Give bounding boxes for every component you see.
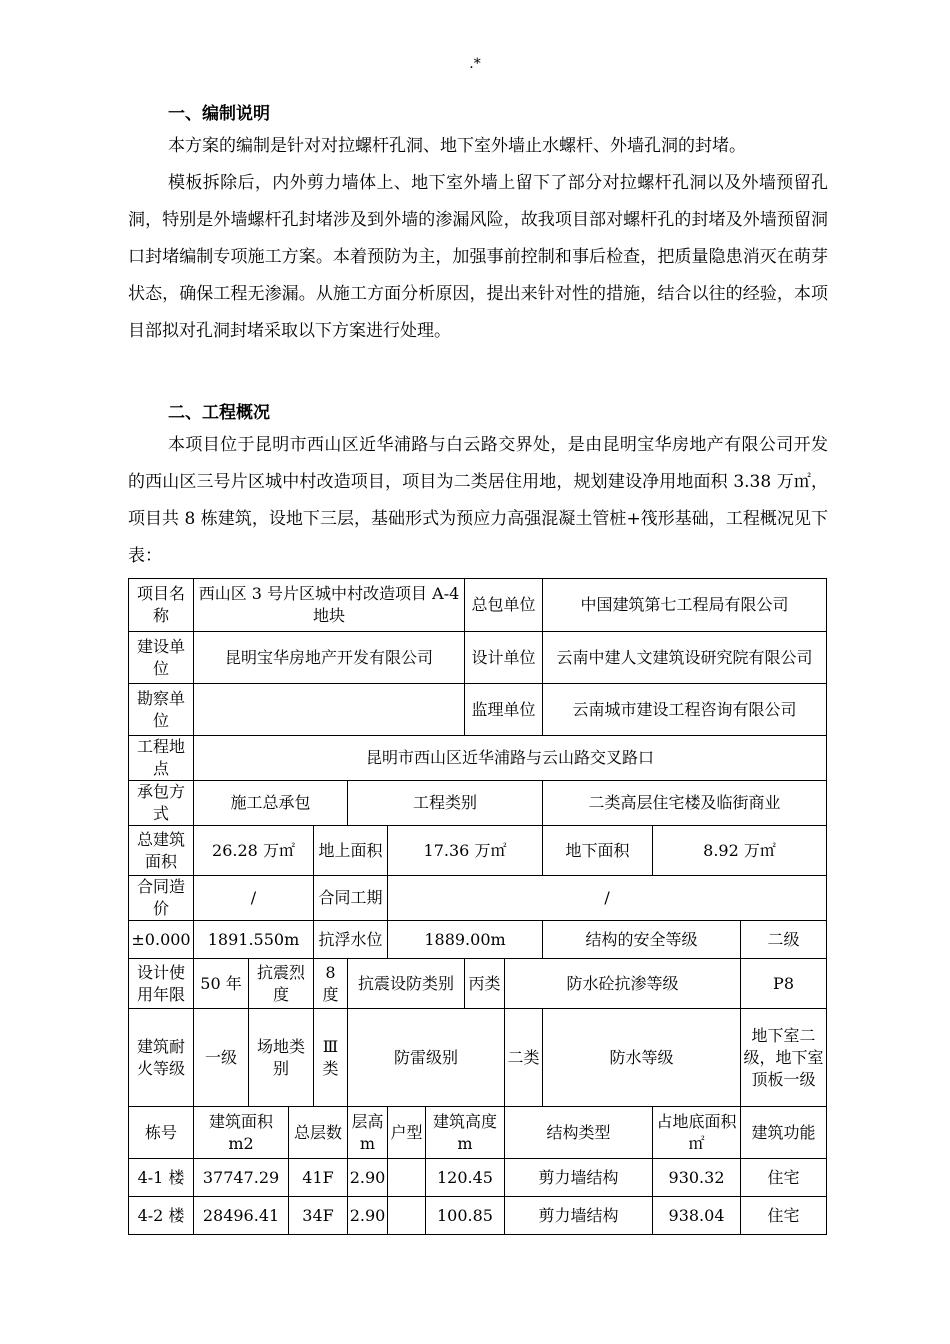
cell-function: 住宅 xyxy=(741,1197,827,1235)
survey-label: 勘察单位 xyxy=(129,684,194,736)
table-row xyxy=(129,579,827,632)
design-life-value: 50 年 xyxy=(194,959,249,1009)
contract-mode-value: 施工总承包 xyxy=(194,781,348,826)
header-floor-height: 层高m xyxy=(348,1107,388,1159)
table-row xyxy=(129,826,827,876)
contract-price-label: 合同造价 xyxy=(129,876,194,921)
cell-building-no: 4-1 楼 xyxy=(129,1159,194,1197)
cell-building-area: 28496.41 xyxy=(194,1197,289,1235)
below-area-label: 地下面积 xyxy=(543,826,653,876)
below-area-value: 8.92 万㎡ xyxy=(653,826,827,876)
fire-rating-label: 建筑耐火等级 xyxy=(129,1009,194,1107)
table-row xyxy=(129,781,827,826)
header-building-height: 建筑高度 m xyxy=(426,1107,505,1159)
elevation-value: 1891.550m xyxy=(194,921,314,959)
cell-building-height: 120.45 xyxy=(426,1159,505,1197)
contract-period-label: 合同工期 xyxy=(314,876,388,921)
safety-grade-value: 二级 xyxy=(741,921,827,959)
project-type-label: 工程类别 xyxy=(348,781,543,826)
table-row xyxy=(129,736,827,781)
anti-float-value: 1889.00m xyxy=(388,921,543,959)
cell-structure-type: 剪力墙结构 xyxy=(505,1159,653,1197)
total-area-value: 26.28 万㎡ xyxy=(194,826,314,876)
safety-grade-label: 结构的安全等级 xyxy=(543,921,741,959)
cell-floor-height: 2.90 xyxy=(348,1159,388,1197)
impermeability-value: P8 xyxy=(741,959,827,1009)
anti-float-label: 抗浮水位 xyxy=(314,921,388,959)
header-structure-type: 结构类型 xyxy=(505,1107,653,1159)
total-area-label: 总建筑面积 xyxy=(129,826,194,876)
elevation-label: ±0.000 xyxy=(129,921,194,959)
page-marker: .* xyxy=(469,56,481,72)
seismic-category-value: 丙类 xyxy=(465,959,505,1009)
seismic-intensity-label: 抗震烈度 xyxy=(249,959,314,1009)
supervisor-value: 云南城市建设工程咨询有限公司 xyxy=(543,684,827,736)
cell-footprint: 938.04 xyxy=(653,1197,741,1235)
project-overview-table xyxy=(128,578,827,1235)
seismic-intensity-value: 8 度 xyxy=(314,959,348,1009)
section-heading-compilation: 一、编制说明 xyxy=(168,104,270,124)
designer-label: 设计单位 xyxy=(465,632,543,684)
paragraph-scope: 本方案的编制是针对对拉螺杆孔洞、地下室外墙止水螺杆、外墙孔洞的封堵。 xyxy=(168,136,746,156)
cell-function: 住宅 xyxy=(741,1159,827,1197)
waterproof-value: 地下室二级，地下室顶板一级 xyxy=(741,1009,827,1107)
site-category-label: 场地类别 xyxy=(249,1009,314,1107)
location-label: 工程地点 xyxy=(129,736,194,781)
contract-mode-label: 承包方式 xyxy=(129,781,194,826)
location-value: 昆明市西山区近华浦路与云山路交叉路口 xyxy=(194,736,827,781)
survey-value xyxy=(194,684,465,736)
header-building-area: 建筑面积 m2 xyxy=(194,1107,289,1159)
header-floors: 总层数 xyxy=(289,1107,348,1159)
site-category-value: Ⅲ类 xyxy=(314,1009,348,1107)
developer-label: 建设单位 xyxy=(129,632,194,684)
cell-floors: 41F xyxy=(289,1159,348,1197)
impermeability-label: 防水砼抗渗等级 xyxy=(505,959,741,1009)
above-area-value: 17.36 万㎡ xyxy=(388,826,543,876)
above-area-label: 地上面积 xyxy=(314,826,388,876)
table-row xyxy=(129,876,827,921)
table-row xyxy=(129,1009,827,1107)
developer-value: 昆明宝华房地产开发有限公司 xyxy=(194,632,465,684)
contract-period-value: / xyxy=(388,876,827,921)
cell-footprint: 930.32 xyxy=(653,1159,741,1197)
table-row xyxy=(129,632,827,684)
table-row xyxy=(129,1107,827,1159)
table-row xyxy=(129,684,827,736)
cell-floors: 34F xyxy=(289,1197,348,1235)
contract-price-value: / xyxy=(194,876,314,921)
design-life-label: 设计使用年限 xyxy=(129,959,194,1009)
general-contractor-value: 中国建筑第七工程局有限公司 xyxy=(543,579,827,632)
lightning-label: 防雷级别 xyxy=(348,1009,505,1107)
fire-rating-value: 一级 xyxy=(194,1009,249,1107)
header-building-no: 栋号 xyxy=(129,1107,194,1159)
lightning-value: 二类 xyxy=(505,1009,543,1107)
paragraph-background: 模板拆除后，内外剪力墙体上、地下室外墙上留下了部分对拉螺杆孔洞以及外墙预留孔洞，特别是外墙螺杆孔封堵涉及到外墙的渗漏风险，故我项目部对螺杆孔的封堵及外墙预留洞口封堵编制专项施工方案。本着预防为主，加强事前控制和事后检查，把质量隐患消灭在萌芽状态，确保工程无渗漏。从施工方面分析原因，提出来针对性的措施，结合以往的经验，本项目部拟对孔洞封堵采取以下方案进行处理。 xyxy=(128,173,828,341)
project-type-value: 二类高层住宅楼及临街商业 xyxy=(543,781,827,826)
table-row xyxy=(129,1197,827,1235)
cell-building-height: 100.85 xyxy=(426,1197,505,1235)
table-row xyxy=(129,921,827,959)
header-function: 建筑功能 xyxy=(741,1107,827,1159)
table-row xyxy=(129,1159,827,1197)
cell-building-no: 4-2 楼 xyxy=(129,1197,194,1235)
paragraph-project-location: 本项目位于昆明市西山区近华浦路与白云路交界处，是由昆明宝华房地产有限公司开发的西山区三号片区城中村改造项目，项目为二类居住用地，规划建设净用地面积 3.38 万㎡，项目共 8 栋建筑，设地下三层，基础形式为预应力高强混凝土管桩+筏形基础，工程概况见下表： xyxy=(128,435,828,566)
header-footprint: 占地底面积㎡ xyxy=(653,1107,741,1159)
designer-value: 云南中建人文建筑设研究院有限公司 xyxy=(543,632,827,684)
section-heading-overview: 二、工程概况 xyxy=(168,403,270,423)
cell-unit-type xyxy=(388,1159,426,1197)
cell-floor-height: 2.90 xyxy=(348,1197,388,1235)
waterproof-label: 防水等级 xyxy=(543,1009,741,1107)
supervisor-label: 监理单位 xyxy=(465,684,543,736)
general-contractor-label: 总包单位 xyxy=(465,579,543,632)
project-name-label: 项目名称 xyxy=(129,579,194,632)
seismic-category-label: 抗震设防类别 xyxy=(348,959,465,1009)
project-name-value: 西山区 3 号片区城中村改造项目 A-4 地块 xyxy=(194,579,465,632)
header-unit-type: 户型 xyxy=(388,1107,426,1159)
cell-building-area: 37747.29 xyxy=(194,1159,289,1197)
cell-structure-type: 剪力墙结构 xyxy=(505,1197,653,1235)
cell-unit-type xyxy=(388,1197,426,1235)
table-row xyxy=(129,959,827,1009)
